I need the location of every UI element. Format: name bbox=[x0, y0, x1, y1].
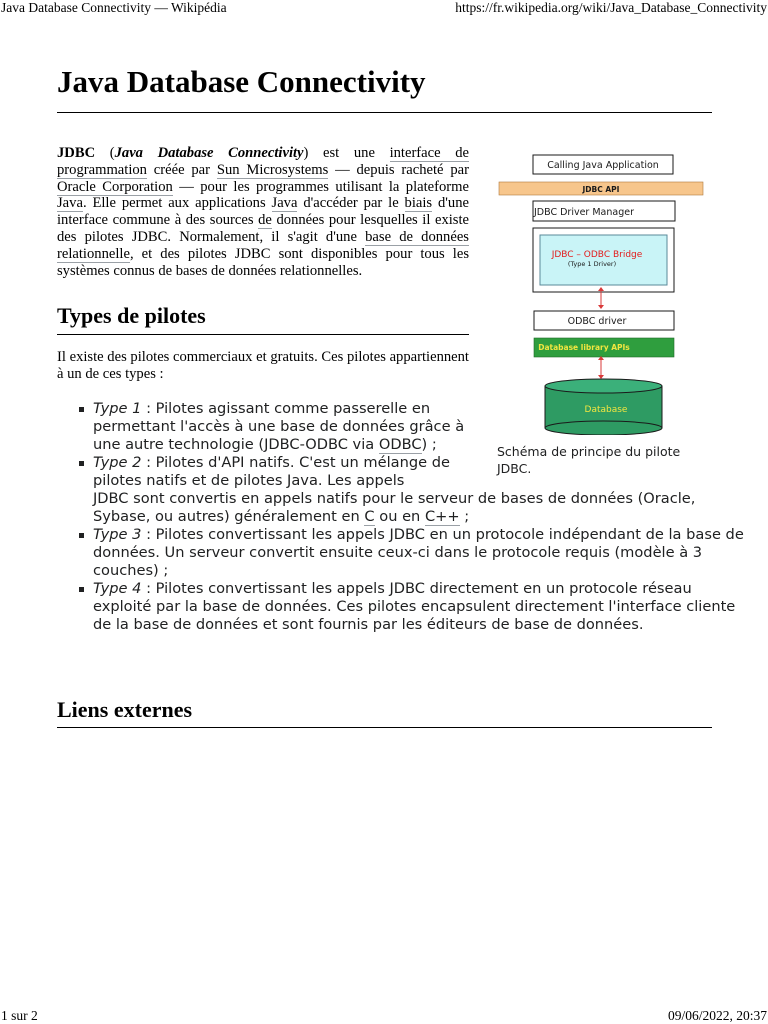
intro-text: — pour les programmes utilisant la plateforme bbox=[172, 178, 469, 195]
type-name: Type 4 bbox=[93, 580, 142, 597]
intro-text: d'accéder par le bbox=[297, 195, 405, 212]
intro-text: ) est une bbox=[303, 145, 390, 161]
types-intro: Il existe des pilotes commerciaux et gratuits. Ces pilotes appartiennent à un de ces types : bbox=[57, 349, 469, 382]
jdbc-diagram[interactable] bbox=[497, 150, 712, 435]
list-item bbox=[93, 580, 748, 634]
intro-paragraph bbox=[57, 145, 469, 279]
link-java-platform[interactable]: Java bbox=[57, 195, 83, 212]
link-cpp[interactable]: C++ bbox=[424, 508, 460, 525]
page-title-header: Java Database Connectivity — Wikipédia bbox=[1, 0, 227, 15]
page-counter: 1 sur 2 bbox=[1, 1008, 38, 1023]
cylinder-bottom bbox=[545, 421, 662, 435]
list-text: : Pilotes d'API natifs. C'est un mélange de pilotes natifs et de pilotes Java. Les appels bbox=[93, 454, 450, 489]
heading-types-de-pilotes: Types de pilotes bbox=[57, 303, 206, 328]
label-bridge-sub: (Type 1 Driver) bbox=[567, 260, 617, 268]
label-odbc-driver: ODBC driver bbox=[567, 316, 627, 327]
print-header bbox=[0, 0, 768, 18]
type-name: Type 1 bbox=[93, 400, 142, 417]
label-calling-app: Calling Java Application bbox=[547, 160, 659, 171]
list-text: : Pilotes convertissant les appels JDBC directement en un protocole réseau exploité par la base de données. Ces pilotes encapsulent directement l'interface cliente de la base de données et sont fournis par les éditeurs de base de données. bbox=[93, 580, 736, 633]
link-de[interactable]: de bbox=[258, 212, 272, 229]
label-odbc-bridge: JDBC – ODBC Bridge bbox=[551, 250, 643, 260]
title-rule bbox=[57, 112, 712, 113]
list-text: ; bbox=[459, 508, 470, 525]
link-interface-programmation[interactable]: interface de programmation bbox=[57, 145, 469, 178]
label-db-apis: Database library APIs bbox=[538, 343, 630, 352]
link-java[interactable]: Java bbox=[271, 195, 298, 212]
print-datetime: 09/06/2022, 20:37 bbox=[667, 1008, 767, 1023]
driver-types-list bbox=[57, 400, 748, 634]
intro-expansion: Java Database Connectivity bbox=[114, 145, 304, 161]
intro-text: . Elle permet aux applications bbox=[82, 195, 272, 212]
list-text: : Pilotes agissant comme passerelle en permettant l'accès à une base de données grâce à une autre technologie (JDBC-ODBC via bbox=[93, 400, 465, 453]
intro-jdbc: JDBC bbox=[57, 145, 96, 161]
cylinder-top bbox=[545, 379, 662, 393]
link-sun-microsystems[interactable]: Sun Microsystems bbox=[216, 161, 329, 178]
link-odbc[interactable]: ODBC bbox=[378, 436, 422, 453]
link-biais[interactable]: biais bbox=[404, 195, 433, 212]
link-c[interactable]: C bbox=[364, 508, 375, 525]
figure-caption: Schéma de principe du pilote JDBC. bbox=[497, 444, 681, 476]
link-base-de-donnees[interactable]: base de données relationnelle bbox=[57, 228, 469, 262]
intro-text: données pour lesquelles il existe des pilotes JDBC. Normalement, il s'agit d'une bbox=[57, 212, 470, 245]
label-jdbc-api: JDBC API bbox=[582, 185, 620, 194]
intro-text: créée par bbox=[146, 161, 217, 178]
list-text: : Pilotes convertissant les appels JDBC en un protocole indépendant de la base de données. Un serveur convertit ensuite ceux-ci dans le protocole requis (modèle à 3 couches) ; bbox=[93, 526, 744, 579]
section-rule bbox=[57, 727, 712, 728]
intro-text: ( bbox=[95, 145, 115, 161]
article-title: Java Database Connectivity bbox=[57, 64, 426, 99]
type-name: Type 3 bbox=[93, 526, 142, 543]
arrow-head-down bbox=[598, 375, 604, 379]
link-oracle-corporation[interactable]: Oracle Corporation bbox=[57, 178, 173, 195]
intro-text: — depuis racheté par bbox=[328, 161, 469, 178]
heading-liens-externes: Liens externes bbox=[57, 697, 193, 722]
list-text: ) ; bbox=[421, 436, 437, 453]
database-cylinder bbox=[545, 379, 662, 435]
list-item bbox=[93, 526, 748, 580]
list-text: ou en bbox=[374, 508, 425, 525]
intro-text: d'une interface commune à des sources bbox=[57, 195, 469, 229]
label-database: Database bbox=[584, 405, 628, 415]
list-text: JDBC sont convertis en appels natifs pour le serveur de bases de données (Oracle, Sybase, ou autres) généralement en bbox=[93, 490, 696, 525]
arrow-head-down bbox=[598, 305, 604, 309]
page-url[interactable]: https://fr.wikipedia.org/wiki/Java_Database_Connectivity bbox=[455, 0, 767, 15]
section-rule bbox=[57, 334, 469, 335]
label-driver-manager: JDBC Driver Manager bbox=[533, 207, 635, 218]
type-name: Type 2 bbox=[93, 454, 142, 471]
intro-text: , et des pilotes JDBC sont disponibles pour tous les systèmes connus de bases de données relationnelles. bbox=[57, 245, 469, 279]
